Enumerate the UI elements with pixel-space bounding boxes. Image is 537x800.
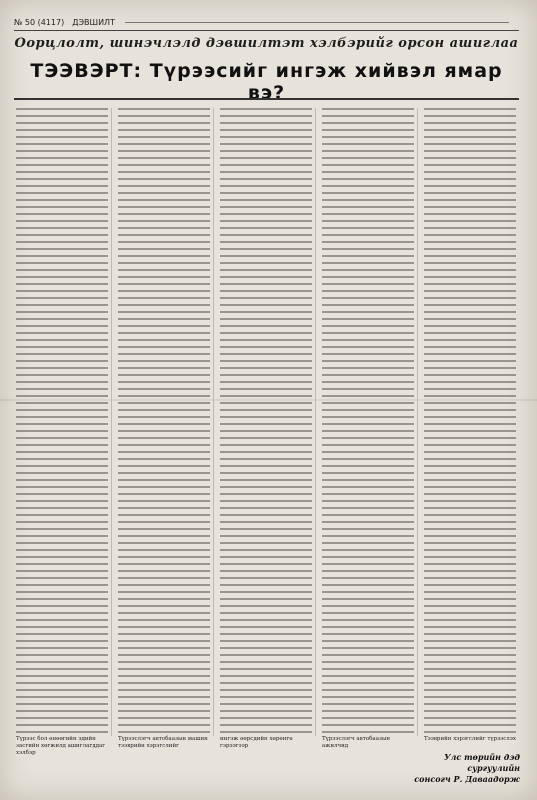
- headline-rule: [14, 98, 519, 100]
- masthead-rule: [125, 22, 509, 23]
- column-text-lines: [424, 108, 516, 736]
- column-2: [118, 108, 214, 749]
- headline: ТЭЭВЭРТ: Түрээсийг ингэж хийвэл ямар вэ?: [30, 60, 503, 104]
- author-line-1: Улс төрийн дэд сургуулийн: [444, 752, 520, 773]
- kicker: Оорцлолт, шинэчлэлд дэвшилтэт хэлбэрийг орсон ашиглаа: [14, 36, 519, 51]
- column-snippet: ингэж өөрсдийн хөрөнгө гэрээгээр: [220, 736, 312, 750]
- issue-number: № 50 (4117): [14, 17, 65, 27]
- column-text-lines: [118, 108, 210, 736]
- column-4: [322, 108, 418, 749]
- column-text-lines: [322, 108, 414, 736]
- column-3: [220, 108, 316, 749]
- author-line-2: сонсогч Р. Даваадорж: [414, 774, 520, 784]
- column-text-lines: [16, 108, 108, 736]
- paper-name: ДЭВШИЛТ: [72, 17, 115, 27]
- column-5: [424, 108, 519, 742]
- column-snippet: Тээврийн хэрэгслийг түрээслэх: [424, 736, 516, 742]
- column-snippet: Түрээс бол өнөөгийн эдийн засгийн хөгжилд ашиглагддаг хэлбэр: [16, 736, 108, 757]
- column-snippet: Түрээслэгч автобаазын ажилчид: [322, 736, 414, 750]
- column-text-lines: [220, 108, 312, 736]
- column-1: [16, 108, 112, 756]
- masthead: [14, 14, 519, 31]
- column-snippet: Түрээслэгч автобаазын машин тээврийн хэрэгслийг: [118, 736, 210, 750]
- article-columns: [16, 108, 519, 756]
- issue-info: [14, 18, 115, 27]
- author-signature: [390, 752, 520, 785]
